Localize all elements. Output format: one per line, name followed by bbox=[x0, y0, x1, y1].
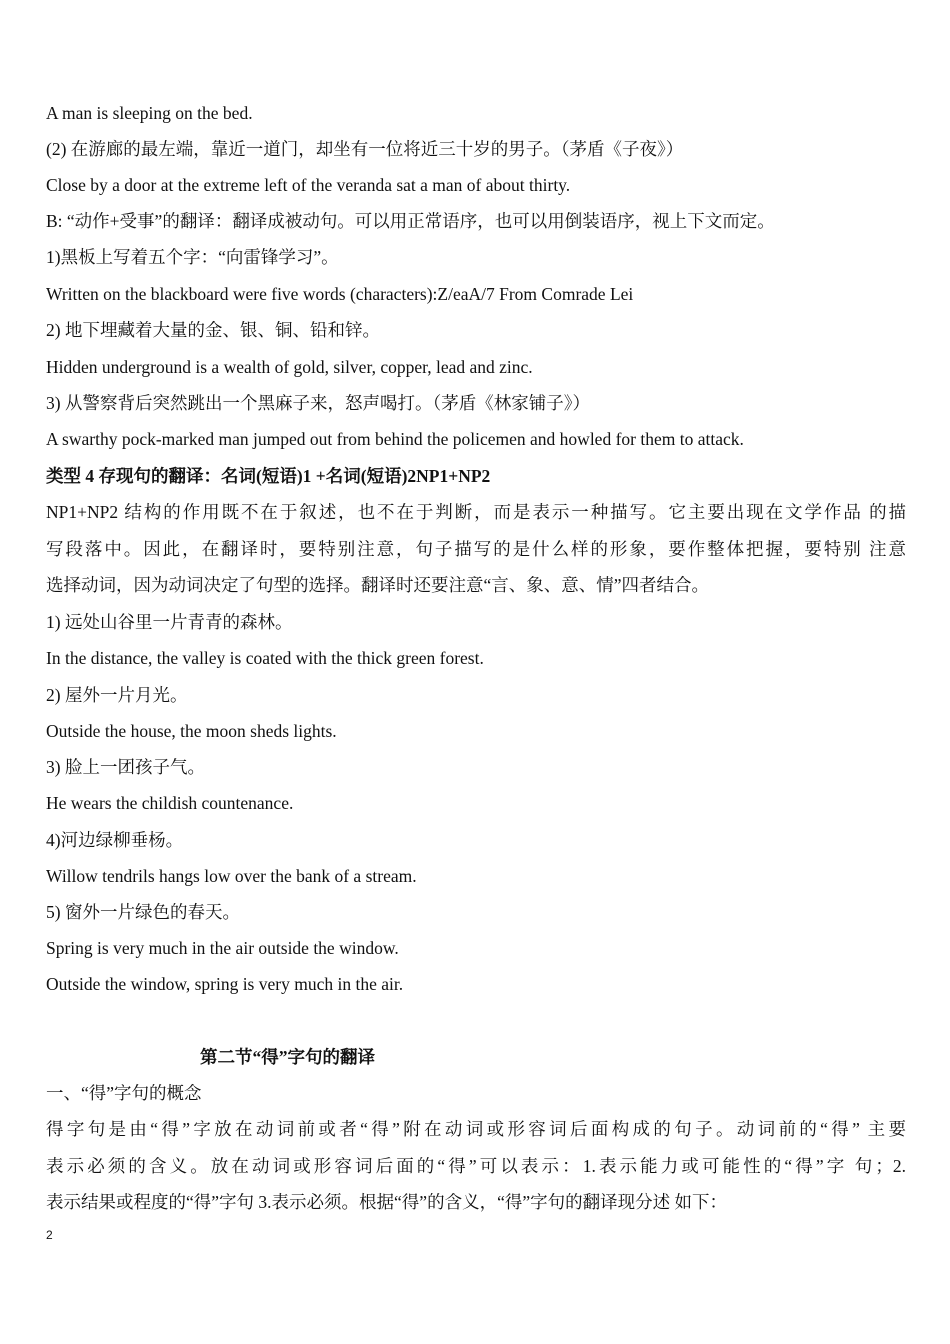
text-line: Written on the blackboard were five words (characters):Z/eaA/7 From Comrade Lei bbox=[46, 284, 634, 304]
paragraph-line: 选择动词，因为动词决定了句型的选择。翻译时还要注意“言、象、意、情”四者结合。 bbox=[46, 575, 710, 595]
text-line: 4)河边绿柳垂杨。 bbox=[46, 830, 184, 850]
text-line: A swarthy pock-marked man jumped out from behind the policemen and howled for them to attack. bbox=[46, 429, 744, 449]
text-line: Hidden underground is a wealth of gold, silver, copper, lead and zinc. bbox=[46, 357, 533, 377]
text-line: 3) 脸上一团孩子气。 bbox=[46, 757, 205, 777]
paragraph-line: 表示结果或程度的“得”字句 3.表示必须。根据“得”的含义，“得”字句的翻译现分述 如下： bbox=[46, 1192, 727, 1212]
text-line: 2) 屋外一片月光。 bbox=[46, 685, 188, 705]
section-title: 第二节“得”字句的翻译 bbox=[200, 1047, 375, 1067]
text-line: 1) 远处山谷里一片青青的森林。 bbox=[46, 612, 293, 632]
section-heading: 类型 4 存现句的翻译：名词(短语)1 +名词(短语)2NP1+NP2 bbox=[46, 466, 491, 486]
text-line: Outside the house, the moon sheds lights. bbox=[46, 721, 337, 741]
text-line: Willow tendrils hangs low over the bank of a stream. bbox=[46, 866, 417, 886]
paragraph-line: 表示必须的含义。放在动词或形容词后面的“得”可以表示：1.表示能力或可能性的“得”字 句；2. bbox=[46, 1156, 906, 1176]
text-line: In the distance, the valley is coated with the thick green forest. bbox=[46, 648, 484, 668]
subsection-heading: 一、“得”字句的概念 bbox=[46, 1083, 202, 1103]
text-line: 1)黑板上写着五个字：“向雷锋学习”。 bbox=[46, 247, 339, 267]
text-line: A man is sleeping on the bed. bbox=[46, 103, 253, 123]
text-line: (2) 在游廊的最左端，靠近一道门，却坐有一位将近三十岁的男子。（茅盾《子夜》） bbox=[46, 139, 684, 159]
text-line: 5) 窗外一片绿色的春天。 bbox=[46, 902, 240, 922]
text-line: Spring is very much in the air outside the window. bbox=[46, 938, 399, 958]
page-number: 2 bbox=[46, 1228, 53, 1242]
text-line: B: “动作+受事”的翻译：翻译成被动句。可以用正常语序，也可以用倒装语序，视上下文而定。 bbox=[46, 211, 775, 231]
paragraph-line: 写段落中。因此，在翻译时，要特别注意，句子描写的是什么样的形象，要作整体把握，要特别 注意 bbox=[46, 539, 906, 559]
text-line: 2) 地下埋藏着大量的金、银、铜、铅和锌。 bbox=[46, 320, 380, 340]
text-line: He wears the childish countenance. bbox=[46, 793, 294, 813]
paragraph-line: NP1+NP2 结构的作用既不在于叙述，也不在于判断，而是表示一种描写。它主要出现在文学作品 的描 bbox=[46, 502, 906, 522]
text-line: Outside the window, spring is very much in the air. bbox=[46, 974, 404, 994]
text-line: Close by a door at the extreme left of the veranda sat a man of about thirty. bbox=[46, 175, 571, 195]
paragraph-line: 得字句是由“得”字放在动词前或者“得”附在动词或形容词后面构成的句子。动词前的“得” 主要 bbox=[46, 1119, 906, 1139]
text-line: 3) 从警察背后突然跳出一个黑麻子来，怒声喝打。（茅盾《林家铺子》） bbox=[46, 393, 590, 413]
